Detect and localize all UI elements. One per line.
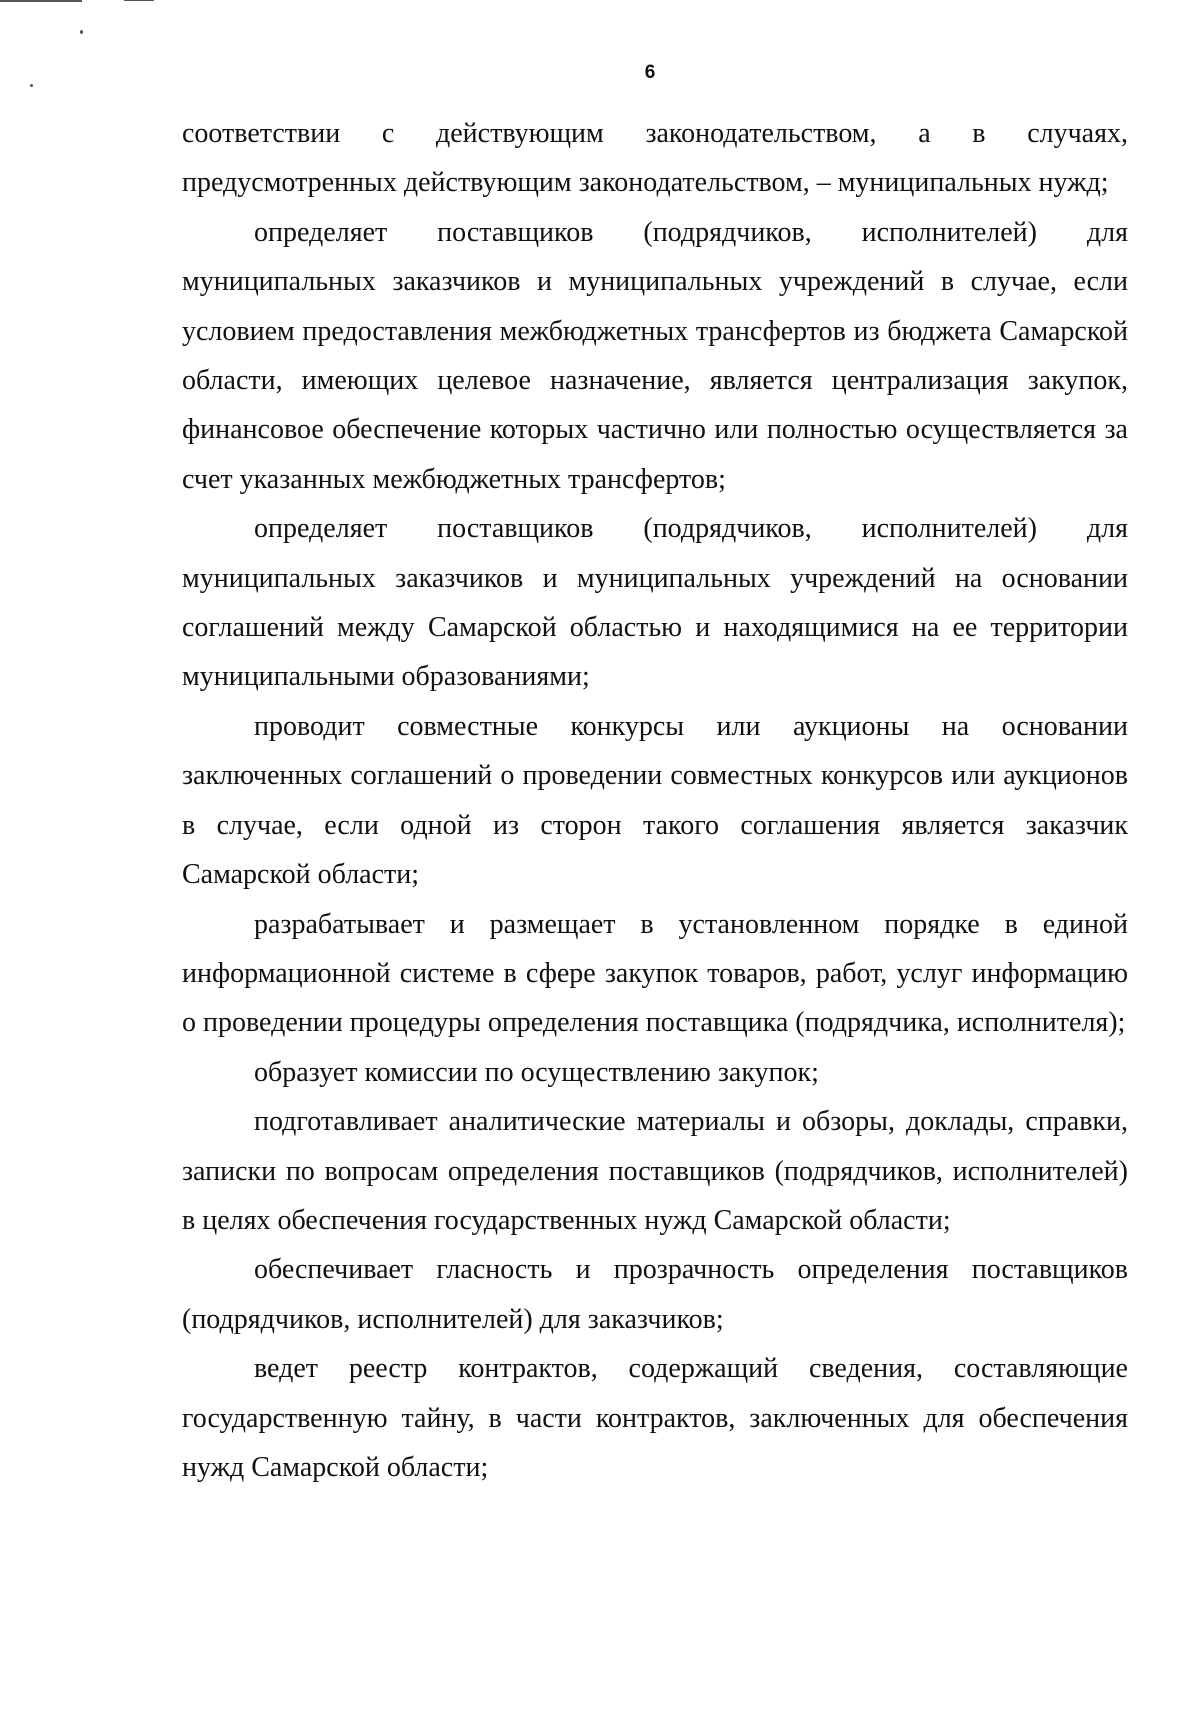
scan-artifact-dot	[80, 30, 83, 34]
document-body	[182, 109, 1128, 1492]
paragraph: подготавливает аналитические материалы и обзоры, доклады, справки, записки по вопросам определения поставщиков (подрядчиков, исполнителей) в целях обеспечения государственных нужд Самарской области;	[182, 1106, 1128, 1236]
paragraph: проводит совместные конкурсы или аукционы на основании заключенных соглашений о проведении совместных конкурсов или аукционов в случае, если одной из сторон такого соглашения является заказчик Самарской области;	[182, 710, 1128, 891]
paragraph-continuation: соответствии с действующим законодательством, а в случаях, предусмотренных действующим законодательством, – муниципальных нужд;	[182, 118, 1128, 199]
paragraph: обеспечивает гласность и прозрачность определения поставщиков (подрядчиков, исполнителей) для заказчиков;	[182, 1254, 1128, 1335]
scan-artifact-dot	[30, 84, 33, 87]
paragraph: разрабатывает и размещает в установленном порядке в единой информационной системе в сфере закупок товаров, работ, услуг информацию о проведении процедуры определения поставщика (подрядчика, исполнителя);	[182, 908, 1128, 1039]
paragraph: определяет поставщиков (подрядчиков, исполнителей) для муниципальных заказчиков и муниципальных учреждений на основании соглашений между Самарской областью и находящимися на ее территории муниципальными образованиями;	[182, 513, 1128, 693]
paragraph: ведет реестр контрактов, содержащий сведения, составляющие государственную тайну, в части контрактов, заключенных для обеспечения нужд Самарской области;	[182, 1353, 1128, 1483]
page-number: 6	[644, 62, 656, 83]
scan-artifact-line	[124, 0, 154, 1]
scan-artifact-line	[0, 0, 82, 2]
paragraph: определяет поставщиков (подрядчиков, исполнителей) для муниципальных заказчиков и муниципальных учреждений в случае, если условием предоставления межбюджетных трансфертов из бюджета Самарской области, имеющих целевое назначение, является централизация закупок, финансовое обеспечение которых частично или полностью осуществляется за счет указанных межбюджетных трансфертов;	[182, 216, 1128, 495]
paragraph: образует комиссии по осуществлению закупок;	[254, 1056, 819, 1088]
